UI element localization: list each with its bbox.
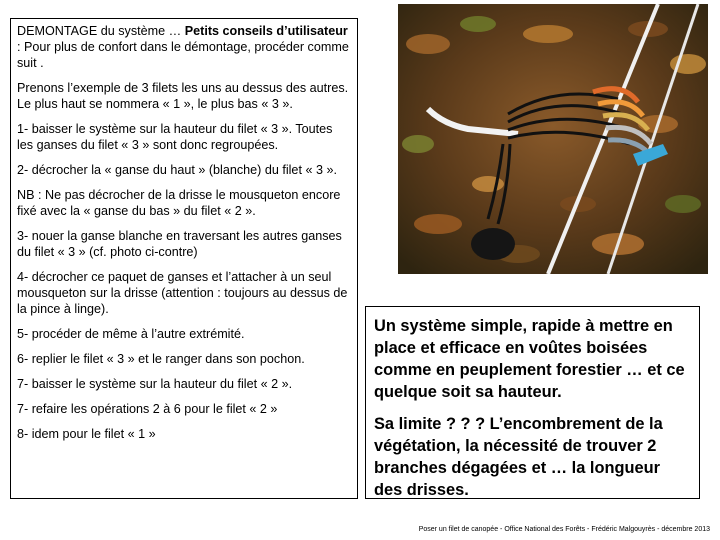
step-paragraph: 3- nouer la ganse blanche en traversant les autres ganses du filet « 3 » (cf. photo ci-contre)	[17, 229, 342, 259]
step-paragraph: 4- décrocher ce paquet de ganses et l’attacher à un seul mousqueton sur la drisse (attention : toujours au dessus de la pince à linge).	[17, 270, 348, 316]
step-paragraph: 7- baisser le système sur la hauteur du filet « 2 ».	[17, 377, 293, 391]
step-paragraph: 1- baisser le système sur la hauteur du filet « 3 ». Toutes les ganses du filet « 3 » sont donc regroupées.	[17, 122, 333, 152]
footer-credit: Poser un filet de canopée - Office National des Forêts - Frédéric Malgouyrès - décembre 2013	[418, 526, 710, 533]
step-paragraph: 7- refaire les opérations 2 à 6 pour le filet « 2 »	[17, 402, 278, 416]
step-paragraph: 8- idem pour le filet « 1 »	[17, 427, 156, 441]
summary-paragraph: Un système simple, rapide à mettre en place et efficace en voûtes boisées comme en peuplement forestier … et ce quelque soit sa hauteur.	[374, 317, 685, 401]
step-paragraph: 2- décrocher la « ganse du haut » (blanche) du filet « 3 ».	[17, 163, 337, 177]
photo-carabiners	[398, 4, 708, 274]
step-paragraph: Prenons l’exemple de 3 filets les uns au dessus des autres. Le plus haut se nommera « 1 », le plus bas « 3 ».	[17, 81, 349, 111]
instructions-box	[10, 18, 358, 499]
step-paragraph: 6- replier le filet « 3 » et le ranger dans son pochon.	[17, 352, 305, 366]
intro-lead: DEMONTAGE du système …	[17, 24, 185, 38]
step-paragraph: NB : Ne pas décrocher de la drisse le mousqueton encore fixé avec la « ganse du bas » du filet « 2 ».	[17, 188, 341, 218]
intro-bold: Petits conseils d’utilisateur	[184, 24, 348, 38]
photo-illustration	[398, 4, 708, 274]
summary-paragraph: Sa limite ? ? ? L’encombrement de la végétation, la nécessité de trouver 2 branches dégagées et … la longueur des drisses.	[374, 415, 663, 499]
intro-rest: : Pour plus de confort dans le démontage, procéder comme suit .	[17, 40, 349, 70]
summary-box	[365, 306, 700, 499]
intro-paragraph	[17, 23, 351, 71]
step-paragraph: 5- procéder de même à l’autre extrémité.	[17, 327, 245, 341]
